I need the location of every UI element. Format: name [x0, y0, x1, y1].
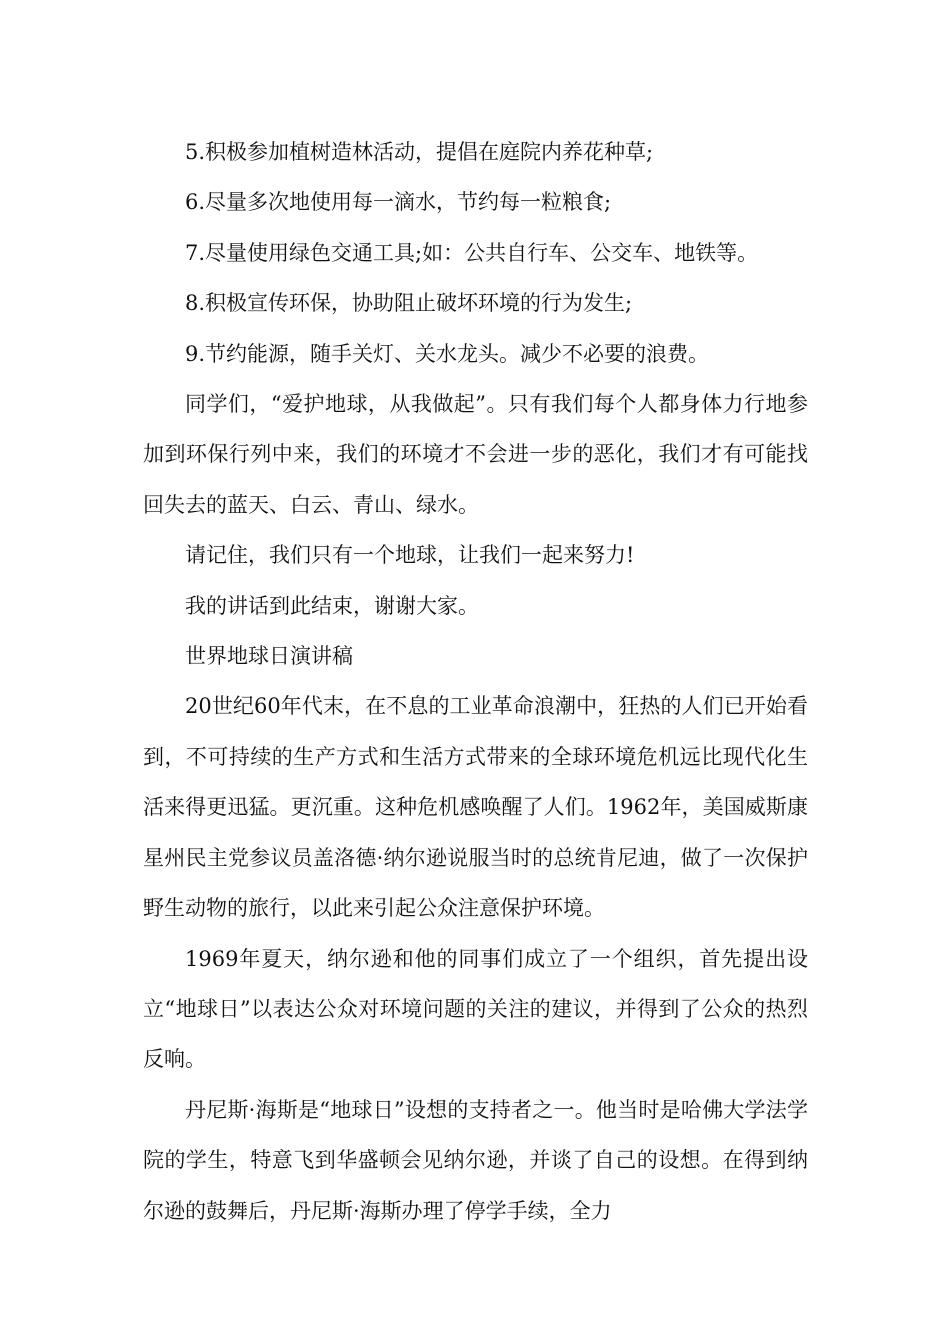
paragraph-item-8: 8.积极宣传环保，协助阻止破坏环境的行为发生; [185, 291, 633, 316]
paragraph-item-9: 9.节约能源，随手关灯、关水龙头。减少不必要的浪费。 [185, 341, 710, 366]
paragraph-item-6: 6.尽量多次地使用每一滴水，节约每一粒粮食; [185, 190, 612, 215]
paragraph-denis-hayes: 丹尼斯·海斯是“地球日”设想的支持者之一。他当时是哈佛大学法学院的学生，特意飞到华盛顿会见纳尔逊，并谈了自己的设想。在得到纳尔逊的鼓舞后，丹尼斯·海斯办理了停学手续，全力 [143, 1097, 808, 1223]
paragraph-item-5: 5.积极参加植树造林活动，提倡在庭院内养花种草; [185, 140, 654, 164]
paragraph-closing: 我的讲话到此结束，谢谢大家。 [185, 593, 479, 618]
paragraph-classmates: 同学们，“爱护地球，从我做起”。只有我们每个人都身体力行地参加到环保行列中来，我们的环境才不会进一步的恶化，我们才有可能找回失去的蓝天、白云、青山、绿水。 [143, 392, 808, 517]
section-title: 世界地球日演讲稿 [185, 644, 353, 669]
paragraph-history-1960s: 20世纪60年代末，在不息的工业革命浪潮中，狂热的人们已开始看到，不可持续的生产方式和生活方式带来的全球环境危机远比现代化生活来得更迅猛。更沉重。这种危机感唤醒了人们。1962年，美国威斯康星州民主党参议员盖洛德·纳尔逊说服当时的总统肯尼迪，做了一次保护野生动物的旅行，以此来引起公众注意保护环境。 [143, 694, 808, 921]
document-body [143, 127, 808, 1236]
paragraph-remember: 请记住，我们只有一个地球，让我们一起来努力! [185, 543, 635, 568]
paragraph-history-1969: 1969年夏天，纳尔逊和他的同事们成立了一个组织，首先提出设立“地球日”以表达公众对环境问题的关注的建议，并得到了公众的热烈反响。 [143, 946, 808, 1072]
paragraph-item-7: 7.尽量使用绿色交通工具;如：公共自行车、公交车、地铁等。 [185, 240, 759, 265]
